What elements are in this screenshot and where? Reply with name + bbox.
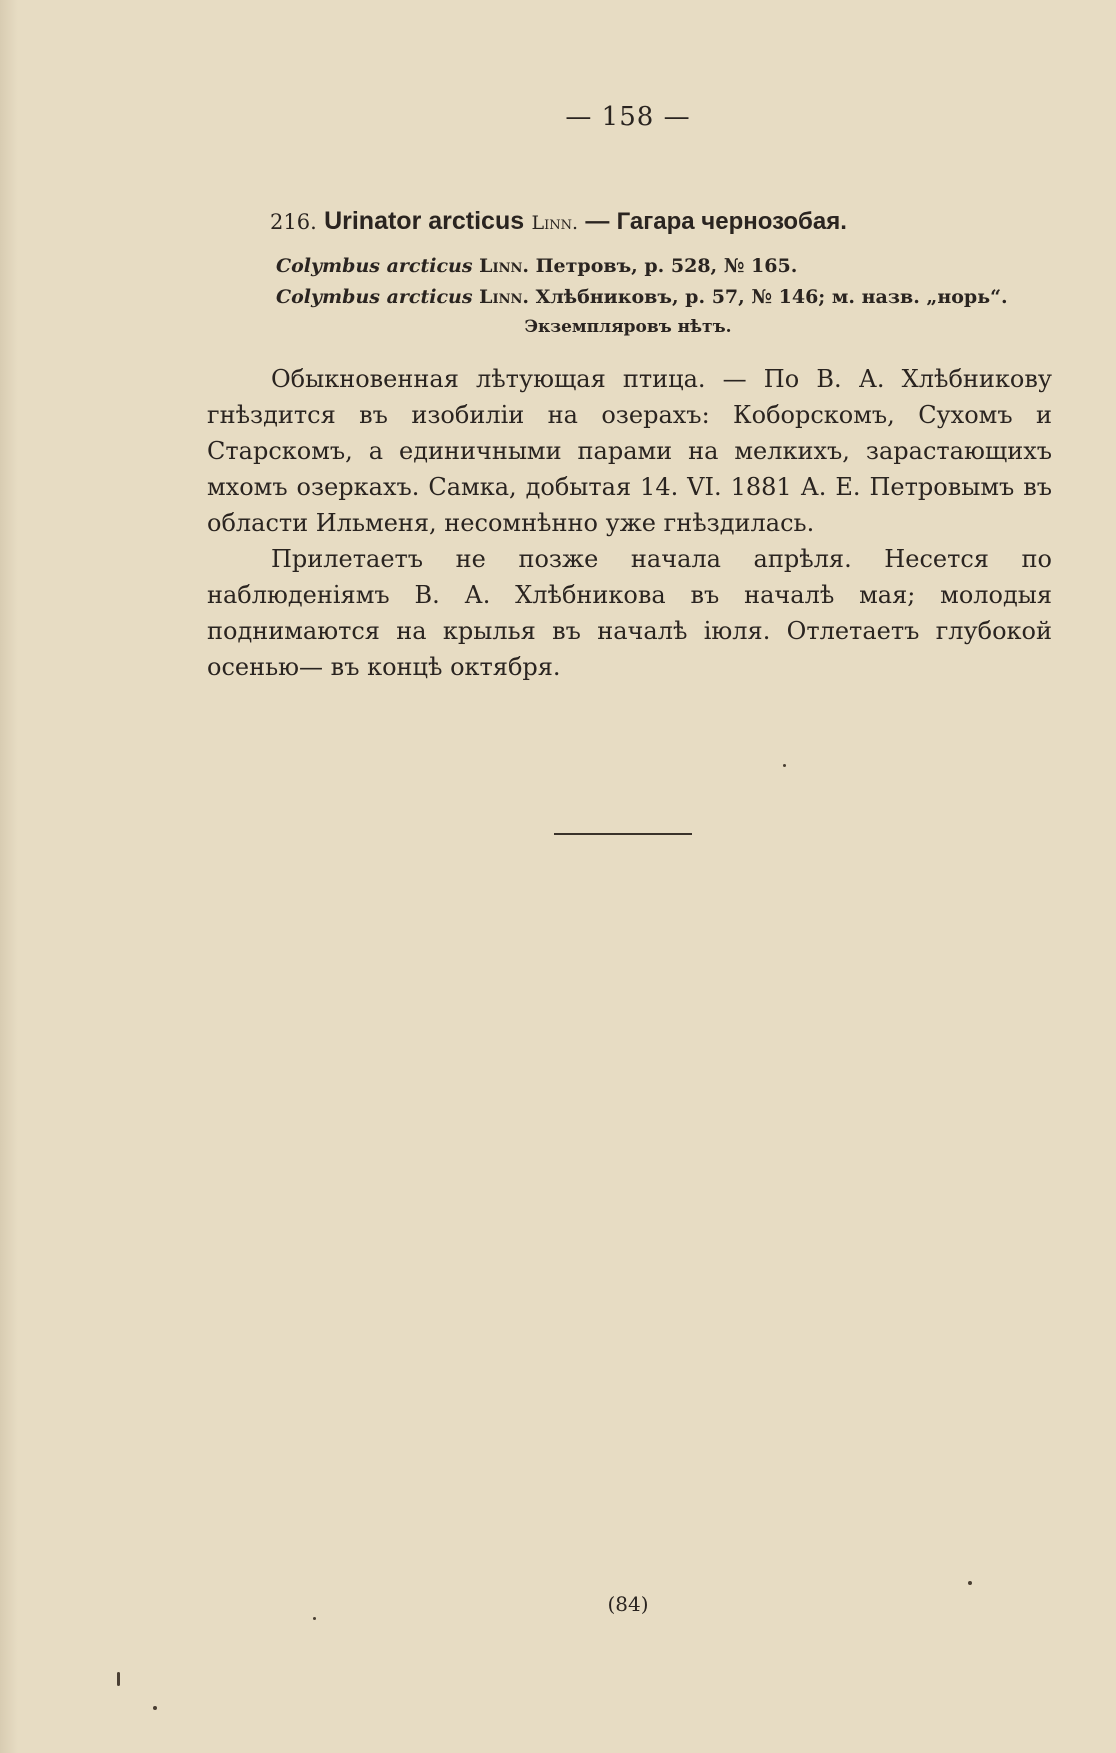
paper-speck [153,1706,157,1710]
synonym-reference: Хлѣбниковъ, р. 57, № 146; м. назв. „норь“. [535,286,1008,308]
body-paragraph [207,361,1052,541]
paper-speck [117,1672,120,1686]
paragraph-text: Прилетаетъ не позже начала апрѣля. Несется по наблюденіямъ В. А. Хлѣбникова въ началѣ мая; молодыя поднимаются на крылья въ началѣ іюля. Отлетаетъ глубокой осенью— въ концѣ октября. [207,545,1052,681]
section-divider [554,833,692,835]
specimens-note: Экземпляровъ нѣтъ. [524,317,732,337]
page-number: — 158 — [565,102,691,132]
synonym-line [276,286,1008,308]
synonym-author: Linn. [479,286,529,308]
paper-speck [783,764,786,767]
synonym-name: Colymbus arcticus [276,255,473,277]
synonym-name: Colymbus arcticus [276,286,473,308]
paragraph-text: Обыкновенная лѣтующая птица. — По В. А. Хлѣбникову гнѣздится въ изобиліи на озерахъ: Коборскомъ, Сухомъ и Старскомъ, а единичными парами на мелкихъ, зарастающихъ мхомъ озеркахъ. Самка, добытая 14. VI. 1881 А. Е. Петровымъ въ области Ильменя, несомнѣнно уже гнѣздилась. [207,365,1052,537]
synonym-author: Linn. [479,255,529,277]
species-author: Linn. [531,212,578,234]
heading-separator: — [585,208,610,235]
species-heading [270,207,1010,236]
page-edge-shadow [0,0,18,1753]
synonym-reference: Петровъ, р. 528, № 165. [535,255,798,277]
species-latin-name: Urinator arcticus [324,207,525,235]
species-number: 216. [270,210,317,234]
synonym-line [276,255,797,277]
body-paragraph [207,541,1052,685]
footer-page-number: (84) [607,1592,649,1616]
paper-speck [313,1617,316,1620]
paper-speck [968,1581,972,1585]
species-russian-name: Гагара чернозобая. [616,208,847,235]
